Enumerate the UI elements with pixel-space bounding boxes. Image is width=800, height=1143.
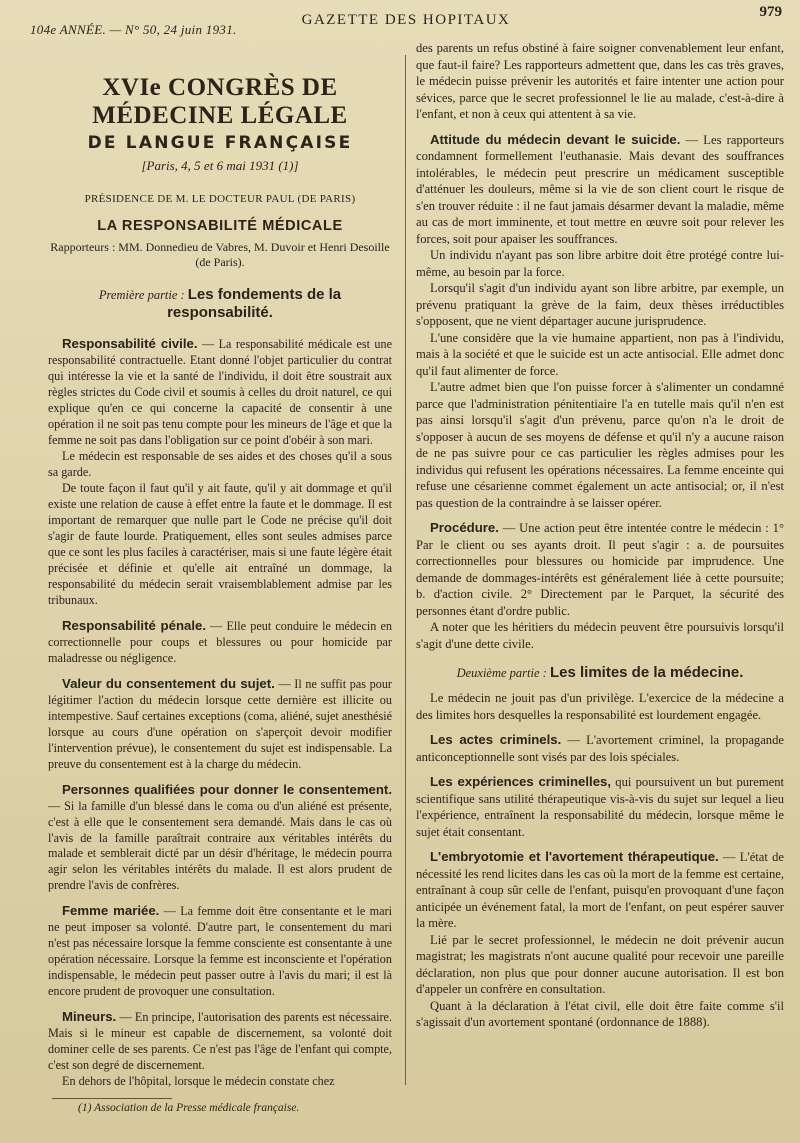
congress-title: XVIe CONGRÈS DE MÉDECINE LÉGALE [92,74,348,129]
column-divider [405,55,406,1085]
section-heading: Valeur du consentement du sujet. [62,675,275,691]
section-heading: Les expériences criminelles, [430,774,612,789]
section-text: — La responsabilité médicale est une responsabilité contractuelle. Etant donné l'objet particulier du contrat qui intéresse la vie et la santé de l'individu, il doit être soustrait aux règles strictes du Code civil et soumis à celles du droit naturel, ce qui explique qu'en ce qui concerne la capacité de consentir à une opération il ne soit pas tenu compte pour les mineurs de l'âge et que la femme ne soit pas dans l'obligation sur ce point d'obéir à son mari. [48,336,392,447]
congress-subtitle: DE LANGUE FRANÇAISE [87,133,353,153]
section-heading: Les actes criminels. [430,732,562,747]
paragraph: des parents un refus obstiné à faire soigner convenablement leur enfant, que faut-il faire? Les rapporteurs admettent que, dans les cas très graves, le médecin puisse prévenir les autorités et faire intenter une action pour sévices, parce que le secret professionnel le lie au malade, c'est-à-dire à l'enfant, et non à ceux qui attentent à sa vie. [416,41,784,121]
paragraph: Quant à la déclaration à l'état civil, elle doit être faite comme s'il s'agissait d'un avortement spontané (ordonnance de 1888). [416,998,784,1029]
section-married-woman [48,903,392,1000]
section-penal [48,618,392,667]
rapporteurs-line: Rapporteurs : MM. Donnedieu de Vabres, M. Duvoir et Henri Desoille (de Paris). [50,239,390,269]
presidence-line: PRÉSIDENCE DE M. LE DOCTEUR PAUL (DE PARIS) [84,192,356,205]
part-one-label: Première partie : [98,287,185,302]
issue-info: 104e ANNÉE. — N° 50, 24 juin 1931. [30,22,237,37]
section-text: — L'avortement criminel, la propagande anticonceptionnelle sont visés par des lois spéciales. [416,733,784,764]
paragraph: De toute façon il faut qu'il y ait faute, qu'il y ait dommage et qu'il existe une relation de cause à effet entre la faute et le dommage. Il est important de remarquer que nulle part le Code ne précise qu'il doit s'agir de faute lourde. Pratiquement, elles sont seules admises parce que ce sont les plus faciles à caractériser, mais si une faute légère était précisée et définie et qu'elle ait entraîné un dommage, la responsabilité du médecin serait vraisemblablement admise par les tribunaux. [48,480,392,607]
part-two-heading [416,664,784,682]
section-text: — Une action peut être intentée contre le médecin : 1° Par le client ou ses ayants droit. Il peut s'agir : a. de poursuites correctionnelles pour blessures ou homicide par imprudence. Une demande de dommages-intérêts est généralement liée à cette poursuite; b. d'action civile. 2° Directement par le Parquet, la sécurité des personnes étant d'ordre public. [416,521,784,618]
part-two-label: Deuxième partie : [456,666,547,680]
section-heading: L'embryotomie et l'avortement thérapeutique. [430,849,719,864]
paragraph: Lorsqu'il s'agit d'un individu ayant son libre arbitre, par exemple, un prévenu pratiquant la grève de la faim, deux thèses irréductibles s'opposent, que ne vient départager aucune jurisprudence. [416,281,784,328]
section-text: — En principe, l'autorisation des parents est nécessaire. Mais si le mineur est capable de discernement, sa volonté doit dominer celle de ses parents. Ce n'est pas l'âge de l'enfant qui compte, c'est son degré de discernement. [48,1010,392,1073]
paragraph: En dehors de l'hôpital, lorsque le médecin constate chez [62,1074,335,1089]
section-text: — L'état de nécessité les rend licites dans les cas où la mort de la femme est certaine, entraînant à coup sûr celle de l'enfant, puisqu'en provoquant d'une façon anticipée un événement fatal, la mort de l'enfant, on peut espérer sauver la mère. [416,850,784,930]
left-column [48,58,392,1090]
section-suicide [416,132,784,248]
journal-title: GAZETTE DES HOPITAUX [301,12,511,28]
section-text: — Il ne suffit pas pour légitimer l'action du médecin lorsque cette dernière est illicite ou intempestive. Sauf certaines exceptions (coma, aliéné, sujet anesthésié lorsque au cours d'une opération on s'aperçoit devoir modifier l'intervention prévue), le consentement du sujet est indispensable. La preuve du consentement est à la charge du médecin. [48,676,392,771]
congress-dates: [Paris, 4, 5 et 6 mai 1931 (1)] [141,158,299,173]
section-heading: Femme mariée. [62,903,160,919]
paragraph: L'autre admet bien que l'on puisse forcer à s'alimenter un condamné parce que l'administration pénitentiaire l'a en tutelle mais qu'il n'en est pas ainsi lorsqu'il s'agit d'un prévenu, parce qu'on n'a le droit de s'opposer à aucun de ses moyens de défense et qu'il n'y a aucune raison de ne pas suivre pour ce cas particulier les règles admises pour les individus qui refusent les opérations nécessaires. La femme enceinte qui refuse une césarienne commet également un acte antisocial; or, il n'est pas question de la contraindre à se laisser opérer. [416,380,784,510]
section-heading: Procédure. [430,520,499,535]
right-column [416,40,784,1031]
paragraph: Un individu n'ayant pas son libre arbitre doit être protégé contre lui-même, au besoin par la force. [416,248,784,279]
footnote: (1) Association de la Presse médicale française. [78,1102,300,1114]
section-embryotomy [416,849,784,932]
section-minors [48,1009,392,1074]
section-heading: Personnes qualifiées pour donner le consentement. [62,781,392,797]
part-one-title: Les fondements de la responsabilité. [167,285,342,321]
section-text: — Si la famille d'un blessé dans le coma ou d'un aliéné est présente, c'est à elle que le consentement sera demandé. Mais dans le cas où l'avis de la famille paraîtrait contraire aux véritables intérêts du malade et semblerait dicté par un désir d'héritage, le médecin pourra agir selon les véritables intérêts du malade. Il est alors prudent de prendre l'avis de confrères. [48,798,392,893]
paragraph: A noter que les héritiers du médecin peuvent être poursuivis lorsqu'il s'agit d'une dette civile. [416,620,784,651]
section-text: — La femme doit être consentante et le mari ne peut imposer sa volonté. D'autre part, le consentement du mari n'est pas nécessaire lorsque la femme consciente est consentante à une opération nécessaire. Lorsque la femme est inconsciente et l'opération indispensable, le médecin peut passer outre à l'avis du mari; il est là encore prudent de provoquer une consultation. [48,904,392,999]
section-criminal-acts [416,732,784,765]
paragraph: Le médecin ne jouit pas d'un privilège. L'exercice de la médecine a des limites hors desquelles la responsabilité est lourdement engagée. [416,691,784,722]
section-heading: Responsabilité civile. [62,335,198,351]
page-number: 979 [759,4,782,20]
part-one-heading [48,286,392,322]
paragraph: Le médecin est responsable de ses aides et des choses qu'il a sous sa garde. [48,448,392,479]
section-heading: Attitude du médecin devant le suicide. [430,131,681,147]
section-criminal-experiments [416,774,784,840]
section-heading: Responsabilité pénale. [62,617,206,633]
section-procedure [416,520,784,619]
part-two-title: Les limites de la médecine. [549,664,744,681]
paragraph: Lié par le secret professionnel, le médecin ne doit prévenir aucun magistrat; les magistrats n'ont aucune qualité pour recevoir une pareille déclaration, non plus que pour donner aucune autorisation. Il est bon d'appeler un confrère en consultation. [416,932,784,996]
section-consent [48,676,392,773]
section-text: qui poursuivent un but purement scientifique sans utilité thérapeutique vis-à-vis du sujet sur lequel a lieu l'expérience, entraînent la responsabilité du médecin, lorsque même le sujet était consentant. [416,775,785,839]
paragraph: L'une considère que la vie humaine appartient, non pas à l'individu, mais à la société et que le suicide est un acte antisocial. Elle admet donc qu'il faut alimenter de force. [416,330,784,378]
section-text: — Elle peut conduire le médecin en correctionnelle pour coups et blessures ou pour homicide par maladresse ou négligence. [48,618,392,665]
section-qualified-persons [48,782,392,895]
section-text: — Les rapporteurs condamnent formellement l'euthanasie. Mais devant des souffrances intolérables, le médecin peut prescrire un médicament susceptible d'atténuer les douleurs, même si la vie de son client court le risque de s'en trouver réduite : il ne faut jamais désarmer devant la maladie, même au cas de mort imminente, et tout mettre en œuvre soit pour relever les forces, soit pour apaiser les souffrances. [416,132,784,246]
section-civil [48,336,392,449]
article-heading: LA RESPONSABILITÉ MÉDICALE [97,217,343,234]
section-heading: Mineurs. [62,1009,117,1025]
footnote-rule [52,1098,172,1099]
